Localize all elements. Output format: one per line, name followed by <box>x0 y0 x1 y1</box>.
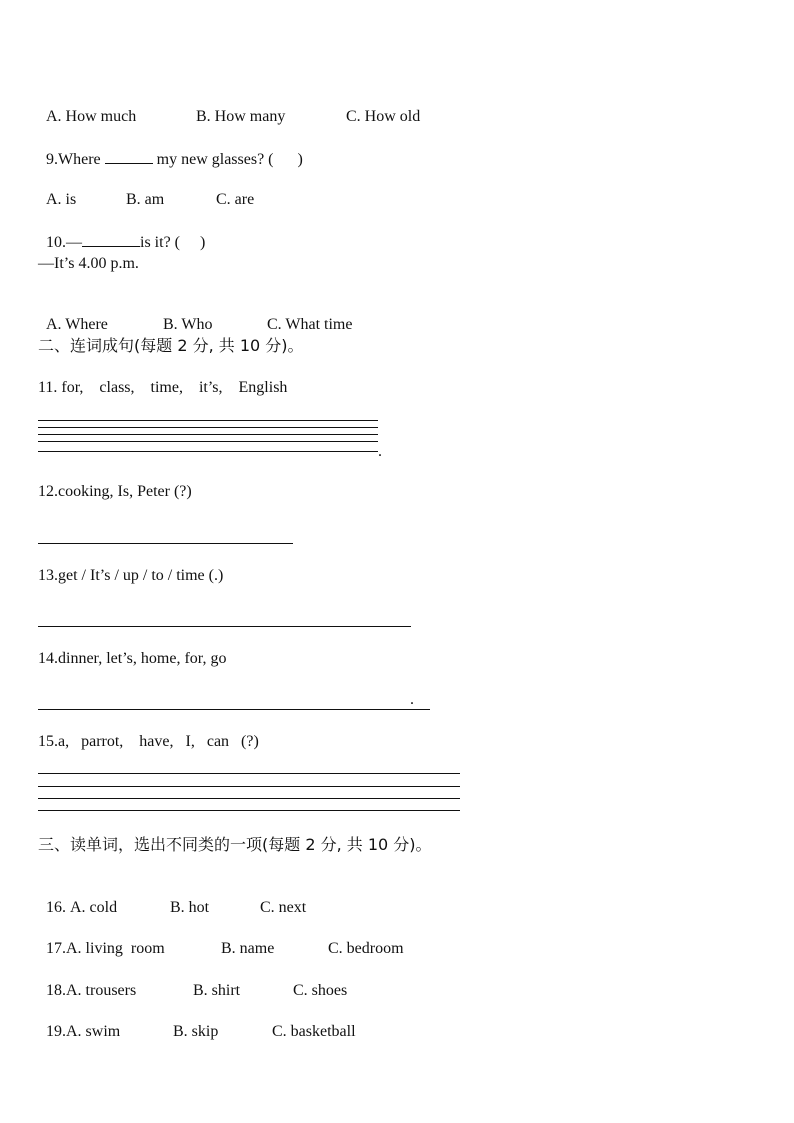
q9-suffix: my new glasses? ( ) <box>152 151 303 168</box>
q9-option-a: A. is <box>46 191 77 208</box>
q18-item <box>38 961 347 1001</box>
q8-option-b: B. How many <box>196 108 286 125</box>
q10-suffix: is it? ( ) <box>140 234 206 251</box>
q12-prompt: 12.cooking, Is, Peter (?) <box>38 483 192 500</box>
q17-option-a: A. living room <box>66 940 165 957</box>
q10-prefix: 10.— <box>46 234 82 251</box>
q14-prompt: 14.dinner, let’s, home, for, go <box>38 650 227 667</box>
q19-item <box>38 1002 356 1042</box>
q15-answer-line-2[interactable] <box>38 786 460 787</box>
q13-answer-line[interactable] <box>38 626 411 627</box>
q17-item <box>38 919 404 959</box>
q19-option-b: B. skip <box>173 1023 219 1040</box>
q11-prompt: 11. for, class, time, it’s, English <box>38 379 288 396</box>
q12-answer-line[interactable] <box>38 543 293 544</box>
q16-item <box>38 878 306 918</box>
q10-option-b: B. Who <box>163 316 213 333</box>
q13-prompt: 13.get / It’s / up / to / time (.) <box>38 567 224 584</box>
q10-option-a: A. Where <box>46 316 108 333</box>
q18-option-a: A. trousers <box>66 982 137 999</box>
q8-options <box>38 87 420 127</box>
q15-prompt: 15.a, parrot, have, I, can (?) <box>38 733 259 750</box>
q11-answer-line-3[interactable] <box>38 434 378 435</box>
q16-number: 16. <box>46 899 70 916</box>
q11-answer-line-2[interactable] <box>38 427 378 428</box>
q9-question <box>38 129 303 170</box>
q19-option-a: A. swim <box>66 1023 121 1040</box>
q9-option-b: B. am <box>126 191 165 208</box>
q11-answer-line-4[interactable] <box>38 441 378 442</box>
q15-answer-line-1[interactable] <box>38 773 460 774</box>
q9-option-c: C. are <box>216 191 255 208</box>
q19-number: 19. <box>46 1023 66 1040</box>
q8-option-a: A. How much <box>46 108 137 125</box>
q16-option-b: B. hot <box>170 899 210 916</box>
q17-option-b: B. name <box>221 940 275 957</box>
q17-option-c: C. bedroom <box>328 940 404 957</box>
q18-option-c: C. shoes <box>293 982 348 999</box>
q14-period: . <box>410 691 414 708</box>
q9-prefix: 9.Where <box>46 151 105 168</box>
q15-answer-line-3[interactable] <box>38 798 460 799</box>
q9-options <box>38 170 254 210</box>
q10-option-c: C. What time <box>267 316 353 333</box>
q10-answer-blank[interactable] <box>82 232 140 247</box>
q16-option-a: A. cold <box>70 899 118 916</box>
q8-option-c: C. How old <box>346 108 421 125</box>
q15-answer-line-4[interactable] <box>38 810 460 811</box>
q10-options <box>38 295 352 335</box>
q11-answer-line-5[interactable] <box>38 451 378 452</box>
q11-answer-line-1[interactable] <box>38 420 378 421</box>
q19-option-c: C. basketball <box>272 1023 356 1040</box>
q10-question <box>38 212 205 253</box>
section2-heading: 二、连词成句(每题 2 分, 共 10 分)。 <box>38 336 304 355</box>
q14-answer-line[interactable] <box>38 709 430 710</box>
q11-period: . <box>378 443 382 460</box>
q10-answer-text: —It’s 4.00 p.m. <box>38 255 139 272</box>
q18-number: 18. <box>46 982 66 999</box>
q16-option-c: C. next <box>260 899 307 916</box>
q9-answer-blank[interactable] <box>105 149 153 164</box>
q18-option-b: B. shirt <box>193 982 241 999</box>
q17-number: 17. <box>46 940 66 957</box>
section3-heading: 三、读单词，选出不同类的一项(每题 2 分, 共 10 分)。 <box>38 835 432 854</box>
